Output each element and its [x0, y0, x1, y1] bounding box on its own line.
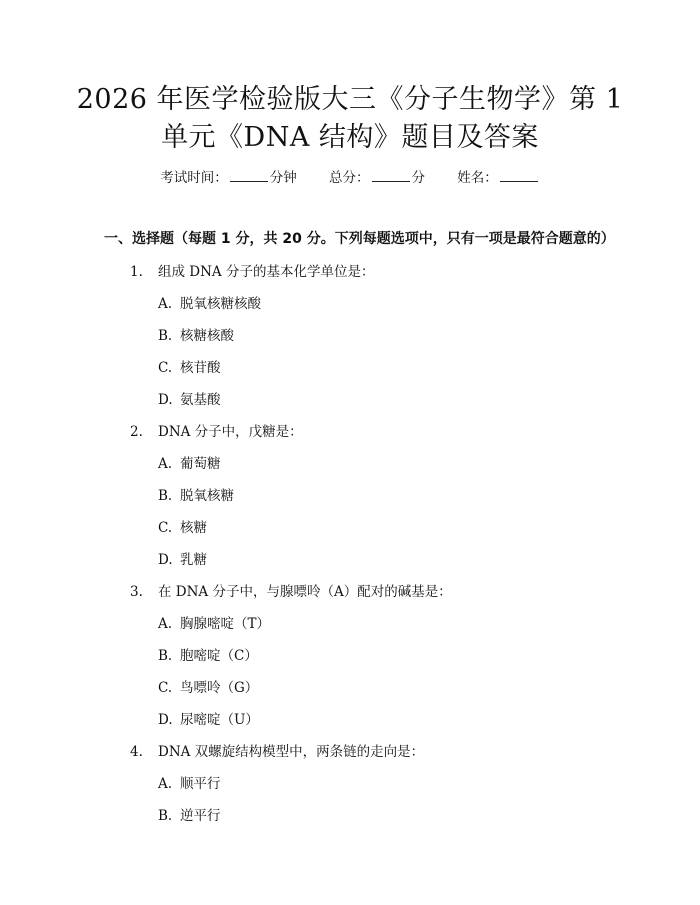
question-text: 组成 DNA 分子的基本化学单位是：: [158, 264, 375, 280]
question-3-option-c: [158, 678, 258, 698]
option-letter: A.: [158, 456, 173, 472]
option-text: 乳糖: [180, 552, 207, 568]
student-name-blank: [500, 169, 538, 182]
question-3-option-d: [158, 710, 259, 730]
student-name-label: 姓名：: [457, 170, 498, 186]
exam-time-label: 考试时间：: [160, 170, 228, 186]
question-1-option-a: [158, 294, 261, 314]
option-letter: C.: [158, 680, 173, 696]
option-letter: D.: [158, 712, 173, 728]
exam-time-field: [160, 168, 297, 188]
option-letter: C.: [158, 520, 173, 536]
option-text: 脱氧核糖: [180, 488, 234, 504]
document-title-line-1: 2026 年医学检验版大三《分子生物学》第 1: [76, 84, 624, 115]
question-1-option-c: [158, 358, 221, 378]
total-score-unit: 分: [411, 170, 425, 186]
question-4-option-a: [158, 774, 221, 794]
question-2-option-a: [158, 454, 221, 474]
option-text: 核苷酸: [180, 360, 221, 376]
question-number: 2.: [130, 424, 143, 440]
option-text: 胞嘧啶（C）: [180, 648, 258, 664]
option-text: 核糖核酸: [180, 328, 234, 344]
option-letter: A.: [158, 616, 173, 632]
option-letter: A.: [158, 776, 173, 792]
option-letter: C.: [158, 360, 173, 376]
question-1-option-b: [158, 326, 234, 346]
option-letter: B.: [158, 328, 173, 344]
option-letter: B.: [158, 808, 173, 824]
total-score-blank: [372, 169, 410, 182]
question-number: 1.: [130, 264, 143, 280]
exam-info: [0, 168, 700, 188]
option-text: 尿嘧啶（U）: [180, 712, 259, 728]
total-score-field: [329, 168, 425, 188]
question-1-option-d: [158, 390, 221, 410]
option-text: 核糖: [180, 520, 207, 536]
student-name-field: [457, 168, 540, 188]
option-text: 氨基酸: [180, 392, 221, 408]
section-heading: 一、选择题（每题 1 分，共 20 分。下列每题选项中，只有一项是最符合题意的）: [104, 231, 615, 247]
option-text: 葡萄糖: [180, 456, 221, 472]
option-text: 顺平行: [180, 776, 221, 792]
option-letter: B.: [158, 648, 173, 664]
question-2-option-d: [158, 550, 207, 570]
question-3-option-a: [158, 614, 270, 634]
question-text: 在 DNA 分子中，与腺嘌呤（A）配对的碱基是：: [158, 584, 452, 600]
option-text: 逆平行: [180, 808, 221, 824]
exam-time-blank: [230, 169, 268, 182]
question-2-option-b: [158, 486, 234, 506]
question-4-option-b: [158, 806, 221, 826]
exam-time-unit: 分钟: [269, 170, 297, 186]
option-letter: A.: [158, 296, 173, 312]
total-score-label: 总分：: [329, 170, 370, 186]
option-letter: D.: [158, 392, 173, 408]
question-text: DNA 分子中，戊糖是：: [158, 424, 303, 440]
document-title-line-2: 单元《DNA 结构》题目及答案: [161, 122, 539, 153]
option-text: 胸腺嘧啶（T）: [180, 616, 271, 632]
option-letter: B.: [158, 488, 173, 504]
option-letter: D.: [158, 552, 173, 568]
option-text: 脱氧核糖核酸: [180, 296, 261, 312]
question-2-option-c: [158, 518, 207, 538]
question-number: 4.: [130, 744, 143, 760]
question-3-option-b: [158, 646, 258, 666]
option-text: 鸟嘌呤（G）: [180, 680, 259, 696]
question-number: 3.: [130, 584, 143, 600]
question-text: DNA 双螺旋结构模型中，两条链的走向是：: [158, 744, 425, 760]
